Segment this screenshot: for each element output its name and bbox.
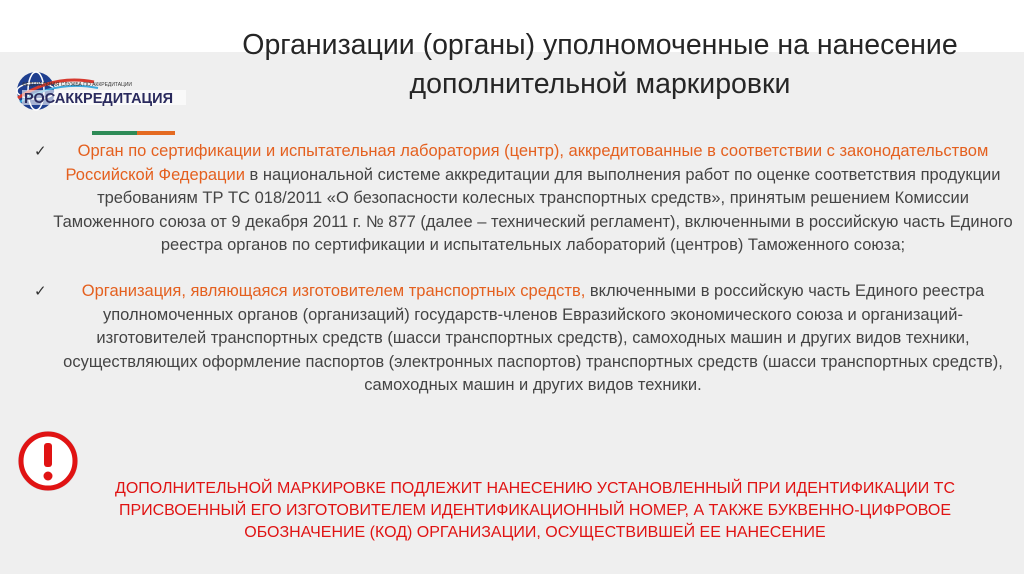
list-item xyxy=(34,280,1014,398)
item-highlight: Организация, являющаяся изготовителем транспортных средств, xyxy=(81,281,586,300)
item-text: включенными в российскую часть Единого реестра уполномоченных органов (организаций) государств-членов Евразийского экономического союза и организаций-изготовителей транспортных средств (шасси транспортных средств), самоходных машин и других видов техники, осуществляющих оформление паспортов (электронных паспортов) транспортных средств (шасси транспортных средств), самоходных машин и других видов техники. xyxy=(63,281,1003,395)
accent-bar-green xyxy=(92,131,137,135)
accent-bar-orange xyxy=(137,131,175,135)
warning-text: ДОПОЛНИТЕЛЬНОЙ МАРКИРОВКЕ ПОДЛЕЖИТ НАНЕСЕНИЮ УСТАНОВЛЕННЫЙ ПРИ ИДЕНТИФИКАЦИИ ТС ПРИСВОЕННЫЙ ЕГО ИЗГОТОВИТЕЛЕМ ИДЕНТИФИКАЦИОННЫЙ НОМЕР, А ТАКЖЕ БУКВЕННО-ЦИФРОВОЕ ОБОЗНАЧЕНИЕ (КОД) ОРГАНИЗАЦИИ, ОСУЩЕСТВИВШЕЙ ЕЕ НАНЕСЕНИЕ xyxy=(115,480,955,541)
title-line-2: дополнительной маркировки xyxy=(409,68,791,100)
slide-title xyxy=(220,26,980,104)
globe-emblem-icon xyxy=(14,68,189,114)
content-list xyxy=(34,140,1014,398)
svg-text:РОСАККРЕДИТАЦИЯ: РОСАККРЕДИТАЦИЯ xyxy=(24,91,173,107)
list-item xyxy=(34,140,1014,258)
item-text: в национальной системе аккредитации для выполнения работ по оценке соответствия продукции требованиям ТР ТС 018/2011 «О безопасности колесных транспортных средств», принятым решением Комиссии Таможенного союза от 9 декабря 2011 г. № 877 (далее – технический регламент), включенными в российскую часть Единого реестра органов по сертификации и испытательных лабораторий (центров) Таможенного союза; xyxy=(53,165,1013,255)
rosaccreditation-logo xyxy=(14,68,189,114)
title-line-1: Организации (органы) уполномоченные на нанесение xyxy=(242,29,958,61)
item-highlight: Орган по сертификации и испытательная лаборатория (центр), аккредитованные в соответствии с законодательством Российской Федерации xyxy=(65,142,989,184)
checkmark-icon: ✓ xyxy=(34,281,47,300)
checkmark-icon: ✓ xyxy=(34,142,47,160)
svg-text:ФЕДЕРАЛЬНАЯ СЛУЖБА ПО АККРЕДИТ: ФЕДЕРАЛЬНАЯ СЛУЖБА ПО АККРЕДИТАЦИИ xyxy=(22,82,133,88)
